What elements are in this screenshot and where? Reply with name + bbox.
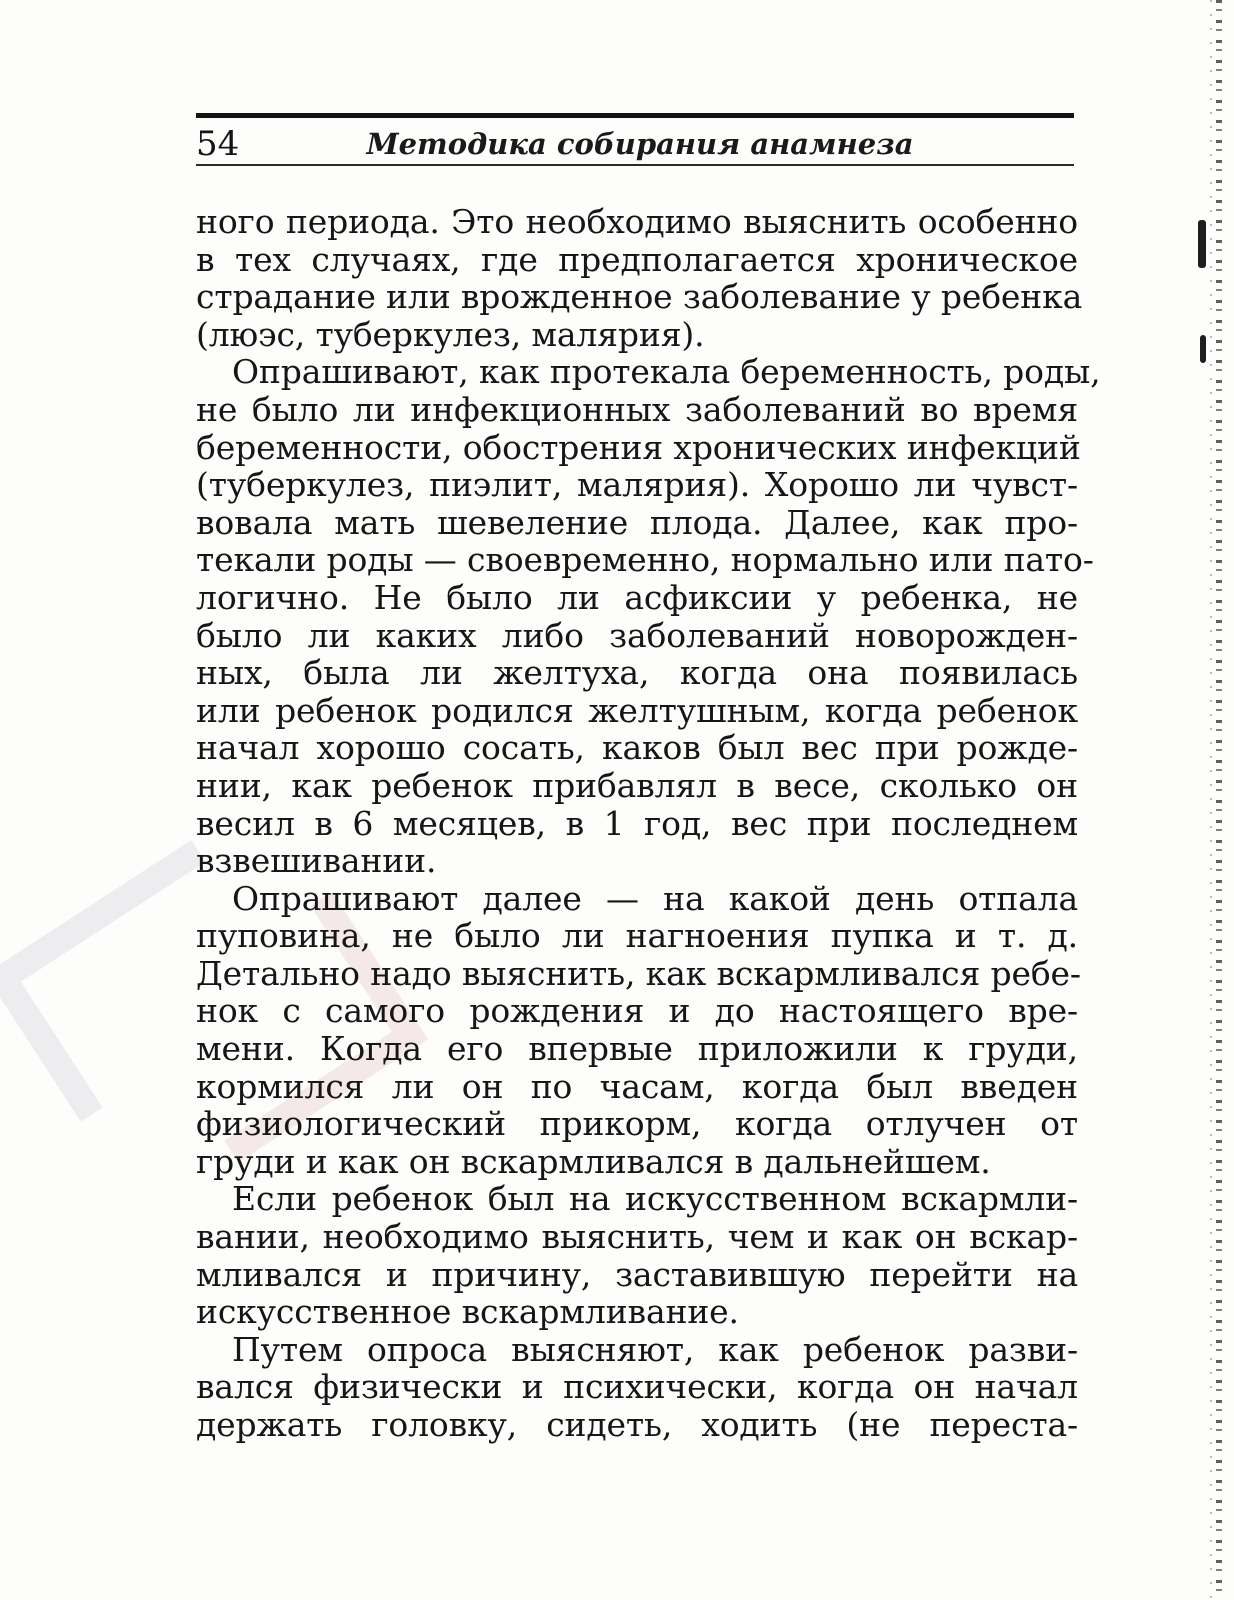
header-rule-top	[196, 113, 1074, 118]
text-line: или ребенок родился желтушным, когда ребенок	[196, 690, 1078, 730]
text-line: Опрашивают, как протекала беременность, роды,	[232, 352, 1101, 392]
page-number: 54	[196, 124, 240, 164]
text-line: мени. Когда его впервые приложили к груди,	[196, 1029, 1078, 1069]
text-line: ных, была ли желтуха, когда она появилась	[196, 653, 1078, 693]
paragraph	[196, 352, 1101, 881]
text-line: ного периода. Это необходимо выяснить особенно	[196, 202, 1078, 241]
paragraph	[196, 1331, 1078, 1444]
text-line: держать головку, сидеть, ходить (не переста-	[196, 1405, 1078, 1444]
text-line: было ли каких либо заболеваний новорожден-	[196, 615, 1078, 655]
text-line: Если ребенок был на искусственном вскармли-	[232, 1179, 1078, 1219]
text-line: физиологический прикорм, когда отлучен от	[196, 1104, 1078, 1144]
running-head: Методика собирания анамнеза	[366, 127, 914, 161]
text-line: весил в 6 месяцев, в 1 год, вес при последнем	[196, 803, 1078, 843]
text-line: страдание или врожденное заболевание у ребенка	[196, 277, 1083, 317]
text-line: текали роды — своевременно, нормально или пато-	[196, 540, 1094, 580]
text-line: вался физически и психически, когда он начал	[196, 1367, 1078, 1407]
text-line: груди и как он вскармливался в дальнейшем.	[196, 1141, 991, 1181]
binding-mark	[1198, 220, 1206, 268]
binding-edge-shadow	[1210, 0, 1212, 1600]
header-rule-bottom	[196, 164, 1074, 166]
text-line: взвешивании.	[196, 841, 437, 881]
text-line: искусственное вскармливание.	[196, 1292, 739, 1332]
text-line: Опрашивают далее — на какой день отпала	[232, 878, 1078, 918]
text-line: логично. Не было ли асфиксии у ребенка, не	[196, 577, 1078, 617]
text-line: кормился ли он по часам, когда был введен	[196, 1066, 1078, 1106]
text-line: Путем опроса выясняют, как ребенок разви-	[232, 1329, 1078, 1369]
text-line: (люэс, туберкулез, малярия).	[196, 314, 705, 354]
body-text	[196, 202, 1101, 1444]
text-line: вании, необходимо выяснить, чем и как он вскар-	[196, 1217, 1078, 1257]
text-line: начал хорошо сосать, каков был вес при рожде-	[196, 728, 1078, 768]
text-line: мливался и причину, заставившую перейти на	[196, 1254, 1078, 1294]
text-line: Детально надо выяснить, как вскармливался ребе-	[196, 953, 1081, 993]
text-line: в тех случаях, где предполагается хроническое	[196, 239, 1078, 279]
text-line: (туберкулез, пиэлит, малярия). Хорошо ли чувст-	[196, 465, 1078, 505]
binding-edge	[1216, 0, 1222, 1600]
text-line: вовала мать шевеление плода. Далее, как про-	[196, 502, 1078, 542]
text-line: нии, как ребенок прибавлял в весе, сколько он	[196, 765, 1078, 805]
binding-mark	[1200, 335, 1206, 363]
paragraph	[196, 878, 1081, 1181]
text-line: беременности, обострения хронических инфекций	[196, 427, 1081, 467]
paragraph	[196, 202, 1083, 354]
text-line: не было ли инфекционных заболеваний во время	[196, 389, 1078, 429]
text-line: пуповина, не было ли нагноения пупка и т. д.	[196, 916, 1078, 956]
paragraph	[196, 1180, 1078, 1330]
text-line: нок с самого рождения и до настоящего вре-	[196, 991, 1078, 1031]
